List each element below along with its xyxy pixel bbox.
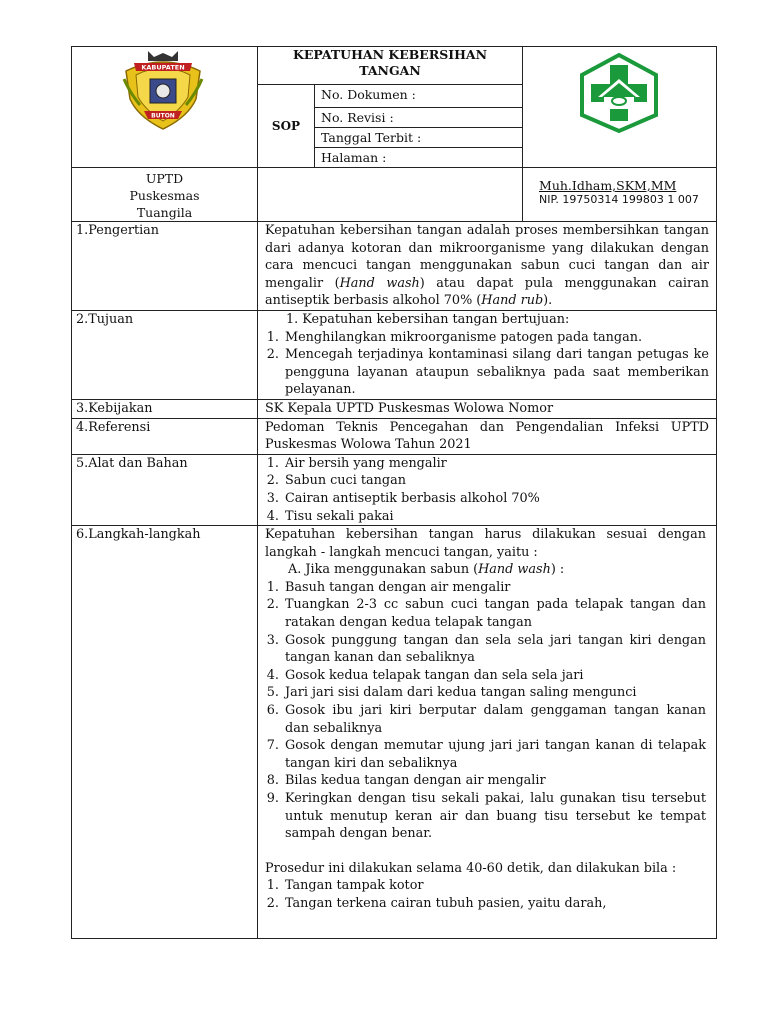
tujuan-intro: 1. Kepatuhan kebersihan tangan bertujuan:	[286, 311, 570, 327]
list-item: 8. Bilas kedua tangan dengan air mengalir	[283, 772, 706, 790]
sop-title	[258, 47, 523, 85]
signatory-nip: NIP. 19750314 199803 1 007	[539, 193, 699, 206]
section-content	[258, 222, 717, 311]
list-item: 2. Tangan terkena cairan tubuh pasien, yaitu darah,	[283, 895, 706, 913]
langkah-steps	[262, 579, 709, 843]
langkah-sub-a: A. Jika menggunakan sabun (Hand wash) :	[288, 562, 565, 578]
uptd-line-2: Puskesmas	[129, 188, 200, 203]
list-item: 1. Air bersih yang mengalir	[283, 455, 709, 473]
row-alat-bahan	[72, 454, 717, 525]
langkah-intro: Kepatuhan kebersihan tangan harus dilakukan sesuai dengan langkah - langkah mencuci tangan, yaitu :	[265, 527, 706, 560]
sop-label: SOP	[258, 85, 315, 168]
buton-regency-emblem-icon	[118, 49, 208, 134]
row-tujuan	[72, 310, 717, 399]
procedure-intro: Prosedur ini dilakukan selama 40-60 detik, dan dilakukan bila :	[265, 860, 677, 876]
row-referensi	[72, 418, 717, 454]
section-label: 3.Kebijakan	[72, 399, 258, 418]
sop-document	[71, 46, 716, 939]
title-line-1: KEPATUHAN KEBERSIHAN	[292, 47, 488, 62]
section-label: 6.Langkah-langkah	[72, 526, 258, 939]
list-item: 7. Gosok dengan memutar ujung jari jari tangan kanan di telapak tangan kiri dan sebaliknya	[283, 737, 706, 772]
uptd-line-3: Tuangila	[136, 205, 193, 220]
section-label: 5.Alat dan Bahan	[72, 454, 258, 525]
list-item: 1. Menghilangkan mikroorganisme patogen pada tangan.	[283, 329, 709, 347]
logo-bottom-text: BUTON	[151, 112, 175, 120]
uptd-empty-cell	[258, 168, 523, 222]
section-content	[258, 310, 717, 399]
regency-logo-cell	[72, 47, 258, 168]
list-item: 1. Tangan tampak kotor	[283, 877, 706, 895]
title-line-2: TANGAN	[359, 63, 421, 78]
list-item: 2. Tuangkan 2-3 cc sabun cuci tangan pada telapak tangan dan ratakan dengan kedua telapak tangan	[283, 596, 706, 631]
list-item: 4. Tisu sekali pakai	[283, 508, 709, 526]
section-content	[258, 526, 717, 939]
tujuan-list	[262, 329, 709, 399]
list-item: 9. Keringkan dengan tisu sekali pakai, lalu gunakan tisu tersebut untuk menutup keran air dan buang tisu tersebut ke tempat sampah dengan benar.	[283, 790, 706, 843]
list-item: 4. Gosok kedua telapak tangan dan sela sela jari	[283, 667, 706, 685]
list-item: 5. Jari jari sisi dalam dari kedua tangan saling mengunci	[283, 684, 706, 702]
row-kebijakan	[72, 399, 717, 418]
field-halaman: Halaman :	[315, 148, 523, 168]
section-content: Pedoman Teknis Pencegahan dan Pengendalian Infeksi UPTD Puskesmas Wolowa Tahun 2021	[258, 418, 717, 454]
uptd-line-1: UPTD	[145, 171, 184, 186]
list-item: 6. Gosok ibu jari kiri berputar dalam genggaman tangan kanan dan sebaliknya	[283, 702, 706, 737]
list-item: 3. Cairan antiseptik berbasis alkohol 70%	[283, 490, 709, 508]
list-item: 1. Basuh tangan dengan air mengalir	[283, 579, 706, 597]
puskesmas-logo-icon	[576, 51, 662, 135]
field-no-revisi: No. Revisi :	[315, 108, 523, 128]
puskesmas-logo-cell	[523, 47, 717, 168]
sop-body-table	[71, 221, 717, 939]
field-no-dokumen: No. Dokumen :	[315, 85, 523, 108]
section-label: 1.Pengertian	[72, 222, 258, 311]
condition-list	[262, 877, 709, 912]
signatory-block	[523, 168, 717, 222]
section-content: SK Kepala UPTD Puskesmas Wolowa Nomor	[258, 399, 717, 418]
pengertian-text: Kepatuhan kebersihan tangan adalah proses membersihkan tangan dari adanya kotoran dan mikroorganisme yang dilakukan dengan cara mencuci tangan menggunakan sabun cuci tangan dan air mengalir (Hand wash) atau dapat pula menggunakan cairan antiseptik berbasis alkohol 70% (Hand rub).	[265, 223, 709, 309]
signatory-name: Muh.Idham,SKM,MM	[539, 178, 677, 193]
list-item: 2. Mencegah terjadinya kontaminasi silang dari tangan petugas ke pengguna layanan ataupun sebaliknya pada saat memberikan pelayanan.	[283, 346, 709, 399]
section-content	[258, 454, 717, 525]
section-label: 4.Referensi	[72, 418, 258, 454]
sop-header-table	[71, 46, 717, 222]
list-item: 2. Sabun cuci tangan	[283, 472, 709, 490]
alat-list	[262, 455, 709, 525]
row-pengertian	[72, 222, 717, 311]
uptd-block	[72, 168, 258, 222]
list-item: 3. Gosok punggung tangan dan sela sela jari tangan kiri dengan tangan kanan dan sebaliknya	[283, 632, 706, 667]
logo-top-text: KABUPATEN	[141, 63, 185, 72]
row-langkah	[72, 526, 717, 939]
field-tanggal-terbit: Tanggal Terbit :	[315, 128, 523, 148]
section-label: 2.Tujuan	[72, 310, 258, 399]
